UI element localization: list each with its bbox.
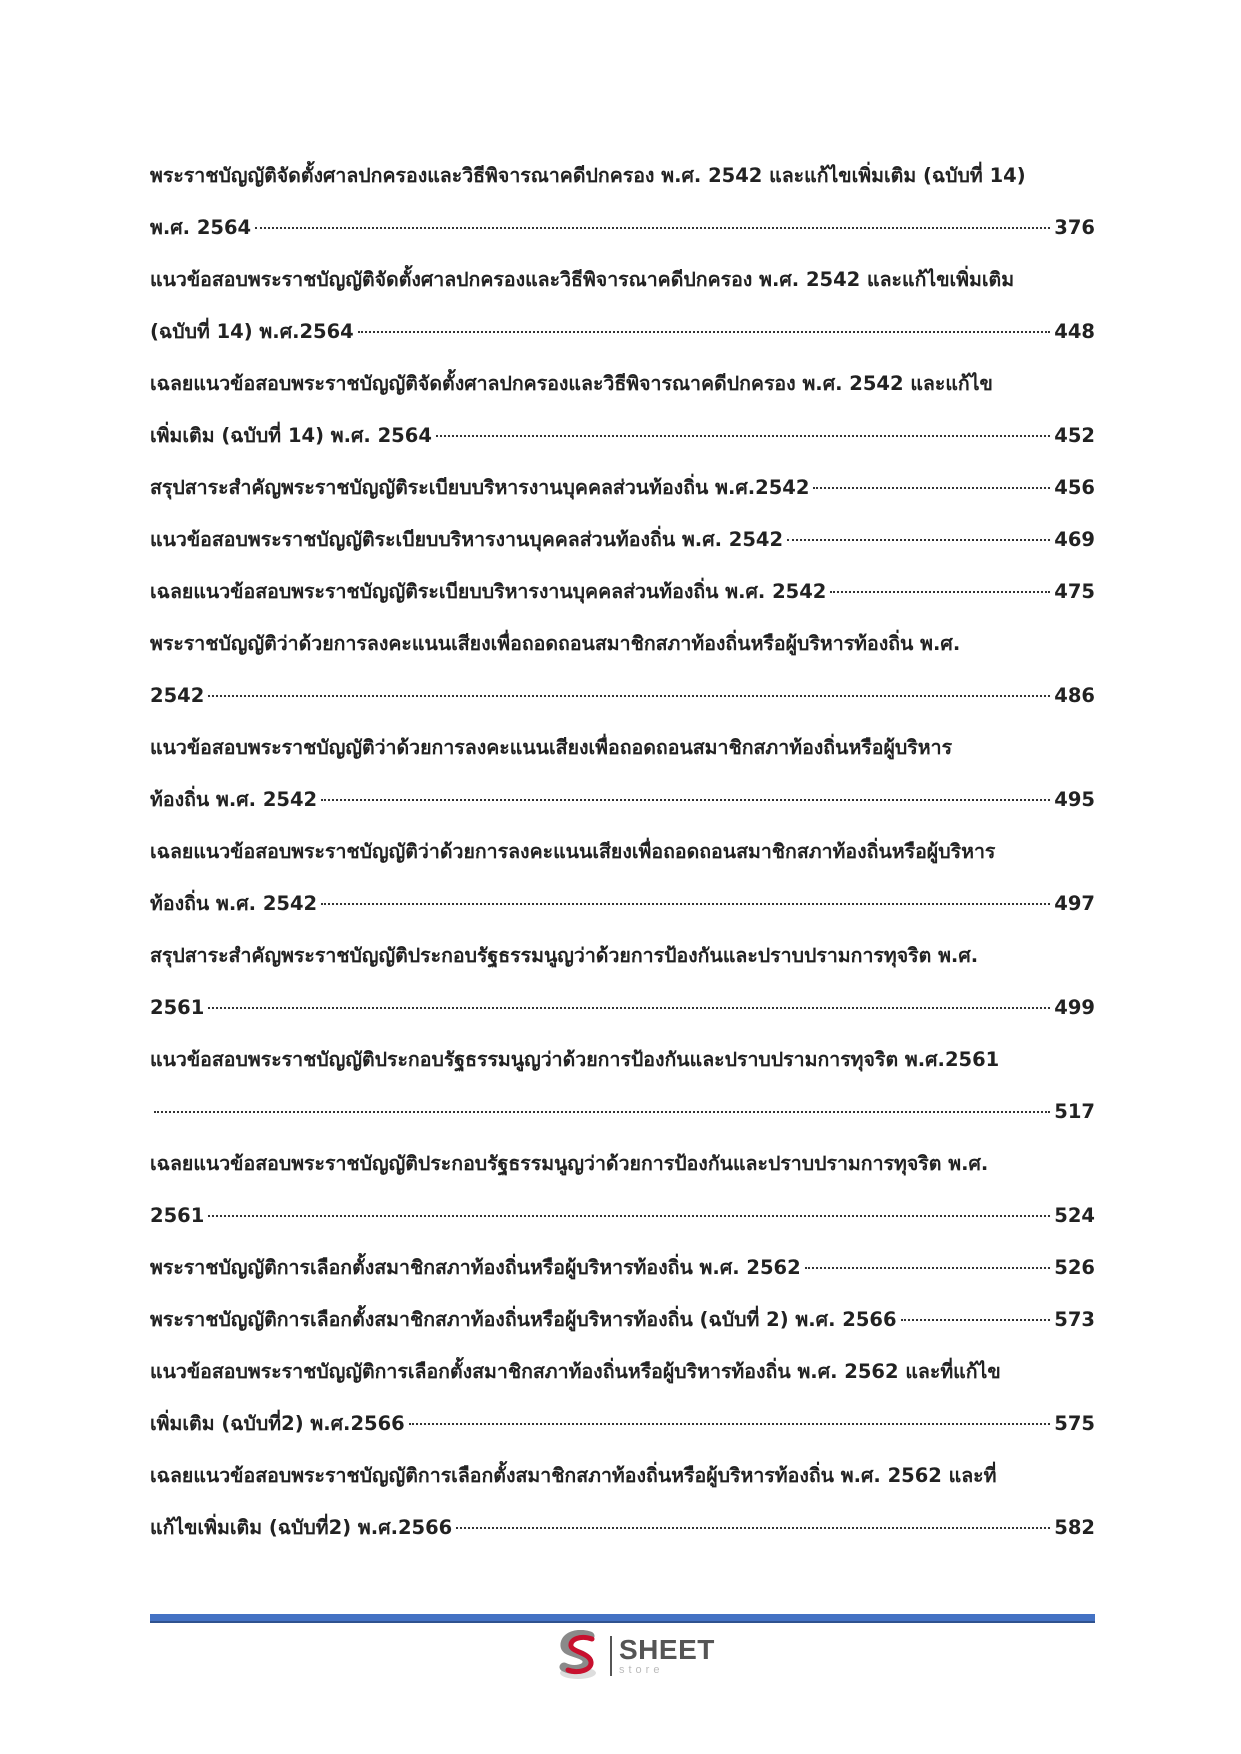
- toc-entry-title-line1: พระราชบัญญัติจัดตั้งศาลปกครองและวิธีพิจารณาคดีปกครอง พ.ศ. 2542 และแก้ไขเพิ่มเติม (ฉบับที่ 14): [150, 164, 1026, 187]
- toc-entry-line: [150, 566, 1095, 618]
- toc-entry: [150, 1346, 1095, 1450]
- toc-entry: [150, 514, 1095, 566]
- toc-entry: [150, 1450, 1095, 1554]
- toc-dot-leader: [208, 695, 1050, 697]
- toc-page-number: 524: [1054, 1204, 1095, 1227]
- toc-entry-line: [150, 982, 1095, 1034]
- toc-entry-line: [150, 514, 1095, 566]
- toc-page-number: 376: [1054, 216, 1095, 239]
- toc-entry-title: พระราชบัญญัติการเลือกตั้งสมาชิกสภาท้องถิ่นหรือผู้บริหารท้องถิ่น พ.ศ. 2562: [150, 1256, 801, 1279]
- toc-entry-line: [150, 878, 1095, 930]
- toc-entry-title: พระราชบัญญัติการเลือกตั้งสมาชิกสภาท้องถิ่นหรือผู้บริหารท้องถิ่น (ฉบับที่ 2) พ.ศ. 2566: [150, 1308, 897, 1331]
- toc-entry-line: [150, 670, 1095, 722]
- toc-entry: [150, 1034, 1095, 1138]
- toc-page-number: 526: [1054, 1256, 1095, 1279]
- toc-dot-leader: [787, 539, 1050, 541]
- toc-dot-leader: [456, 1527, 1050, 1529]
- toc-dot-leader: [154, 1111, 1050, 1113]
- toc-entry-title: แนวข้อสอบพระราชบัญญัติระเบียบบริหารงานบุคคลส่วนท้องถิ่น พ.ศ. 2542: [150, 528, 784, 551]
- toc-entry-title-line2: เพิ่มเติม (ฉบับที่2) พ.ศ.2566: [150, 1412, 405, 1435]
- toc-dot-leader: [321, 799, 1050, 801]
- toc-page-number: 517: [1054, 1100, 1095, 1123]
- toc-entry: [150, 358, 1095, 462]
- toc-page-number: 486: [1054, 684, 1095, 707]
- logo-subtitle: store: [619, 1664, 664, 1676]
- toc-page-number: 575: [1054, 1412, 1095, 1435]
- toc-entry-title-line2: ท้องถิ่น พ.ศ. 2542: [150, 892, 318, 915]
- toc-page-number: 469: [1054, 528, 1095, 551]
- toc-entry-title-line2: พ.ศ. 2564: [150, 216, 252, 239]
- toc-entry-title-line2: (ฉบับที่ 14) พ.ศ.2564: [150, 320, 354, 343]
- toc-entry-line: [150, 410, 1095, 462]
- toc-dot-leader: [830, 591, 1050, 593]
- toc-entry-title-line1: แนวข้อสอบพระราชบัญญัติประกอบรัฐธรรมนูญว่าด้วยการป้องกันและปราบปรามการทุจริต พ.ศ.2561: [150, 1048, 1000, 1071]
- toc-page-number: 452: [1054, 424, 1095, 447]
- toc-entry: [150, 1138, 1095, 1242]
- toc-entry-title: เฉลยแนวข้อสอบพระราชบัญญัติระเบียบบริหารงานบุคคลส่วนท้องถิ่น พ.ศ. 2542: [150, 580, 827, 603]
- toc-entry-line: [150, 1502, 1095, 1554]
- toc-page-number: 475: [1054, 580, 1095, 603]
- toc-page-number: 495: [1054, 788, 1095, 811]
- toc-entry-line: [150, 1242, 1095, 1294]
- toc-entry-line: [150, 462, 1095, 514]
- toc-entry: [150, 722, 1095, 826]
- toc-page-number: 448: [1054, 320, 1095, 343]
- toc-entry-line: [150, 1398, 1095, 1450]
- toc-entry-title-line1: เฉลยแนวข้อสอบพระราชบัญญัติจัดตั้งศาลปกครองและวิธีพิจารณาคดีปกครอง พ.ศ. 2542 และแก้ไข: [150, 372, 993, 395]
- toc-entry-title-line2: 2542: [150, 684, 205, 707]
- toc-page-number: 582: [1054, 1516, 1095, 1539]
- toc-entry-title-line1: เฉลยแนวข้อสอบพระราชบัญญัติว่าด้วยการลงคะแนนเสียงเพื่อถอดถอนสมาชิกสภาท้องถิ่นหรือผู้บริหาร: [150, 840, 996, 863]
- toc-entry-line: [150, 774, 1095, 826]
- toc-dot-leader: [208, 1007, 1050, 1009]
- toc-entry-line: [150, 1294, 1095, 1346]
- toc-entry-title-line2: 2561: [150, 996, 205, 1019]
- toc-entry-title-line1: เฉลยแนวข้อสอบพระราชบัญญัติการเลือกตั้งสมาชิกสภาท้องถิ่นหรือผู้บริหารท้องถิ่น พ.ศ. 2562 และที่: [150, 1464, 997, 1487]
- sheet-store-logo: [556, 1628, 715, 1684]
- toc-entry-line: [150, 1190, 1095, 1242]
- toc-entry-title-line1: แนวข้อสอบพระราชบัญญัติจัดตั้งศาลปกครองและวิธีพิจารณาคดีปกครอง พ.ศ. 2542 และแก้ไขเพิ่มเติม: [150, 268, 1015, 291]
- toc-entry-title-line2: ท้องถิ่น พ.ศ. 2542: [150, 788, 318, 811]
- toc-entry-title-line2: เพิ่มเติม (ฉบับที่ 14) พ.ศ. 2564: [150, 424, 432, 447]
- toc-dot-leader: [901, 1319, 1051, 1321]
- toc-entry: [150, 150, 1095, 254]
- toc-page-number: 497: [1054, 892, 1095, 915]
- table-of-contents: [150, 150, 1095, 1554]
- toc-entry-line: [150, 306, 1095, 358]
- toc-entry: [150, 1294, 1095, 1346]
- logo-text: [619, 1636, 715, 1676]
- toc-dot-leader: [436, 435, 1050, 437]
- toc-dot-leader: [255, 227, 1050, 229]
- toc-entry: [150, 462, 1095, 514]
- toc-entry-line: [150, 1086, 1095, 1138]
- toc-entry: [150, 1242, 1095, 1294]
- toc-entry-title-line1: สรุปสาระสำคัญพระราชบัญญัติประกอบรัฐธรรมนูญว่าด้วยการป้องกันและปราบปรามการทุจริต พ.ศ.: [150, 944, 979, 967]
- sheet-store-logo-icon: [556, 1630, 604, 1682]
- toc-page-number: 499: [1054, 996, 1095, 1019]
- toc-entry-title: สรุปสาระสำคัญพระราชบัญญัติระเบียบบริหารงานบุคคลส่วนท้องถิ่น พ.ศ.2542: [150, 476, 810, 499]
- toc-entry: [150, 618, 1095, 722]
- toc-entry-title-line2: 2561: [150, 1204, 205, 1227]
- footer-rule: [150, 1614, 1095, 1623]
- toc-entry-title-line1: เฉลยแนวข้อสอบพระราชบัญญัติประกอบรัฐธรรมนูญว่าด้วยการป้องกันและปราบปรามการทุจริต พ.ศ.: [150, 1152, 989, 1175]
- toc-entry: [150, 254, 1095, 358]
- toc-entry-title-line2: แก้ไขเพิ่มเติม (ฉบับที่2) พ.ศ.2566: [150, 1516, 453, 1539]
- toc-dot-leader: [321, 903, 1050, 905]
- logo-word: SHEET: [619, 1634, 715, 1665]
- toc-page-number: 573: [1054, 1308, 1095, 1331]
- toc-dot-leader: [813, 487, 1050, 489]
- toc-dot-leader: [805, 1267, 1051, 1269]
- toc-entry: [150, 826, 1095, 930]
- toc-page-number: 456: [1054, 476, 1095, 499]
- toc-entry-title-line1: แนวข้อสอบพระราชบัญญัติการเลือกตั้งสมาชิกสภาท้องถิ่นหรือผู้บริหารท้องถิ่น พ.ศ. 2562 และที่แก้ไข: [150, 1360, 1001, 1383]
- toc-dot-leader: [409, 1423, 1051, 1425]
- toc-dot-leader: [358, 331, 1051, 333]
- toc-entry-line: [150, 202, 1095, 254]
- toc-entry: [150, 566, 1095, 618]
- toc-entry-title-line1: พระราชบัญญัติว่าด้วยการลงคะแนนเสียงเพื่อถอดถอนสมาชิกสภาท้องถิ่นหรือผู้บริหารท้องถิ่น พ.ศ.: [150, 632, 961, 655]
- toc-entry: [150, 930, 1095, 1034]
- toc-dot-leader: [208, 1215, 1050, 1217]
- logo-separator: [610, 1636, 612, 1676]
- toc-entry-title-line1: แนวข้อสอบพระราชบัญญัติว่าด้วยการลงคะแนนเสียงเพื่อถอดถอนสมาชิกสภาท้องถิ่นหรือผู้บริหาร: [150, 736, 953, 759]
